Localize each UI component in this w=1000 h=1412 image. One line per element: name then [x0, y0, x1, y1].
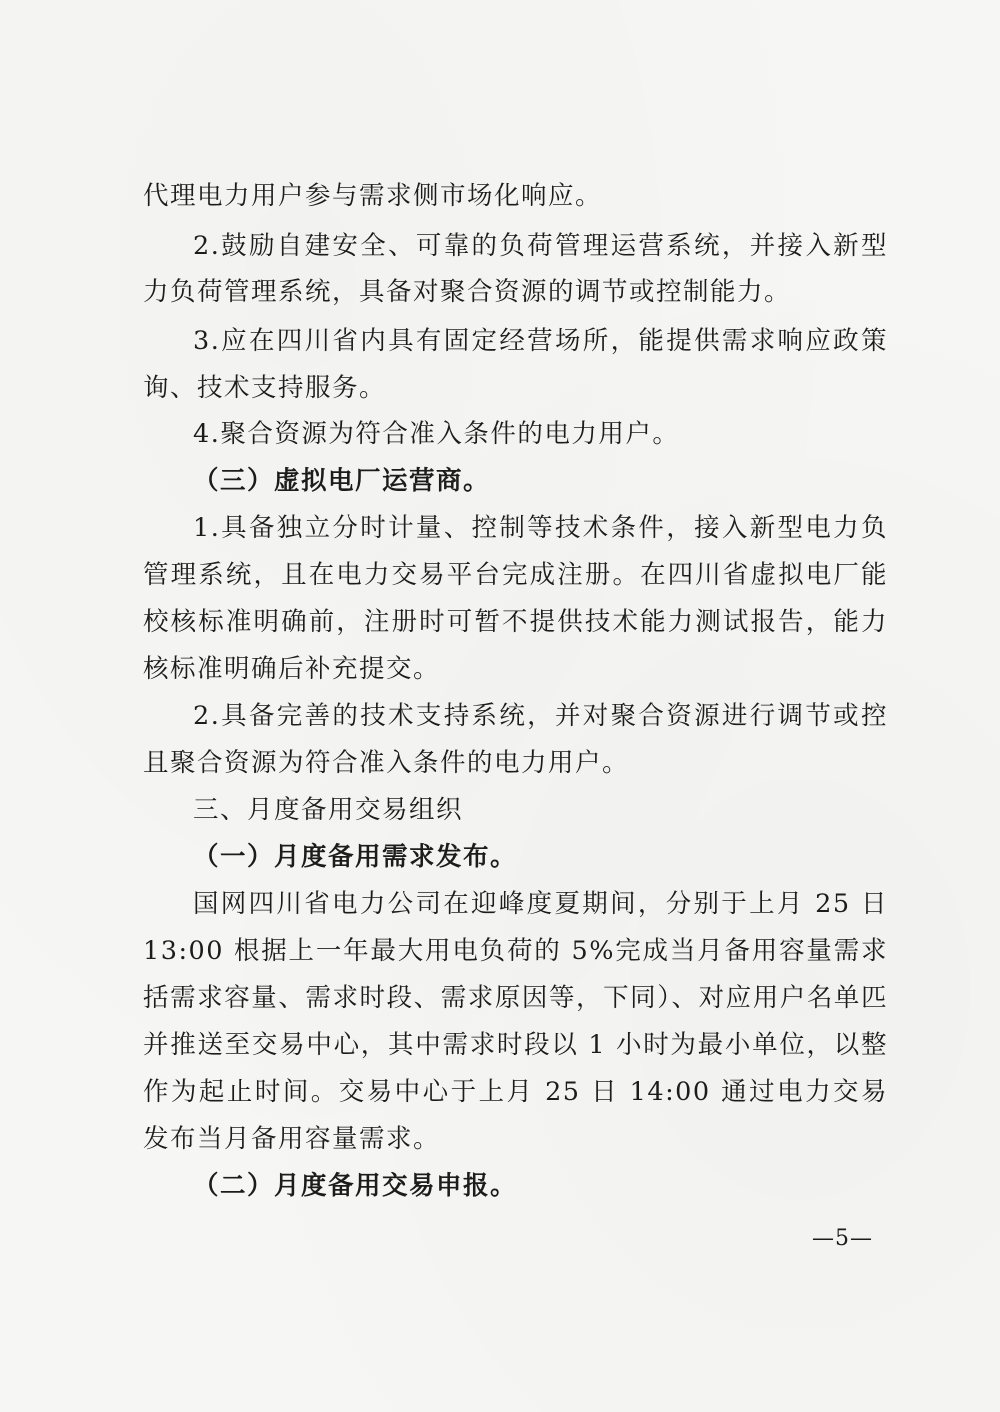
- paragraph-line: 力负荷管理系统，具备对聚合资源的调节或控制能力。: [143, 277, 792, 307]
- page-number: —5—: [812, 1226, 873, 1251]
- paragraph-line: 并推送至交易中心，其中需求时段以 1 小时为最小单位，以整: [143, 1030, 888, 1060]
- paragraph-line: 4.聚合资源为符合准入条件的电力用户。: [193, 419, 680, 449]
- section-heading: （三）虚拟电厂运营商。: [193, 466, 491, 496]
- paragraph-line: 发布当月备用容量需求。: [143, 1124, 441, 1154]
- paragraph-line: 询、技术支持服务。: [143, 373, 387, 403]
- paragraph-line: 国网四川省电力公司在迎峰度夏期间，分别于上月 25 日: [193, 889, 888, 919]
- paragraph-line: 作为起止时间。交易中心于上月 25 日 14:00 通过电力交易: [143, 1077, 888, 1107]
- paragraph-line: 3.应在四川省内具有固定经营场所，能提供需求响应政策: [193, 326, 888, 356]
- paragraph-line: 核标准明确后补充提交。: [143, 654, 441, 684]
- paragraph-line: 1.具备独立分时计量、控制等技术条件，接入新型电力负: [193, 513, 888, 543]
- paragraph-line: 13:00 根据上一年最大用电负荷的 5%完成当月备用容量需求: [143, 936, 888, 966]
- section-heading: 三、月度备用交易组织: [193, 795, 464, 825]
- paragraph-line: 2.鼓励自建安全、可靠的负荷管理运营系统，并接入新型: [193, 231, 888, 261]
- paragraph-line: 代理电力用户参与需求侧市场化响应。: [143, 181, 603, 211]
- subsection-heading: （二）月度备用交易申报。: [193, 1171, 518, 1201]
- paragraph-line: 2.具备完善的技术支持系统，并对聚合资源进行调节或控: [193, 701, 888, 731]
- paragraph-line: 且聚合资源为符合准入条件的电力用户。: [143, 748, 630, 778]
- paragraph-line: 管理系统，且在电力交易平台完成注册。在四川省虚拟电厂能: [143, 560, 888, 590]
- subsection-heading: （一）月度备用需求发布。: [193, 842, 518, 872]
- paragraph-line: 括需求容量、需求时段、需求原因等，下同）、对应用户名单匹: [143, 983, 888, 1013]
- paragraph-line: 校核标准明确前，注册时可暂不提供技术能力测试报告，能力: [143, 607, 888, 637]
